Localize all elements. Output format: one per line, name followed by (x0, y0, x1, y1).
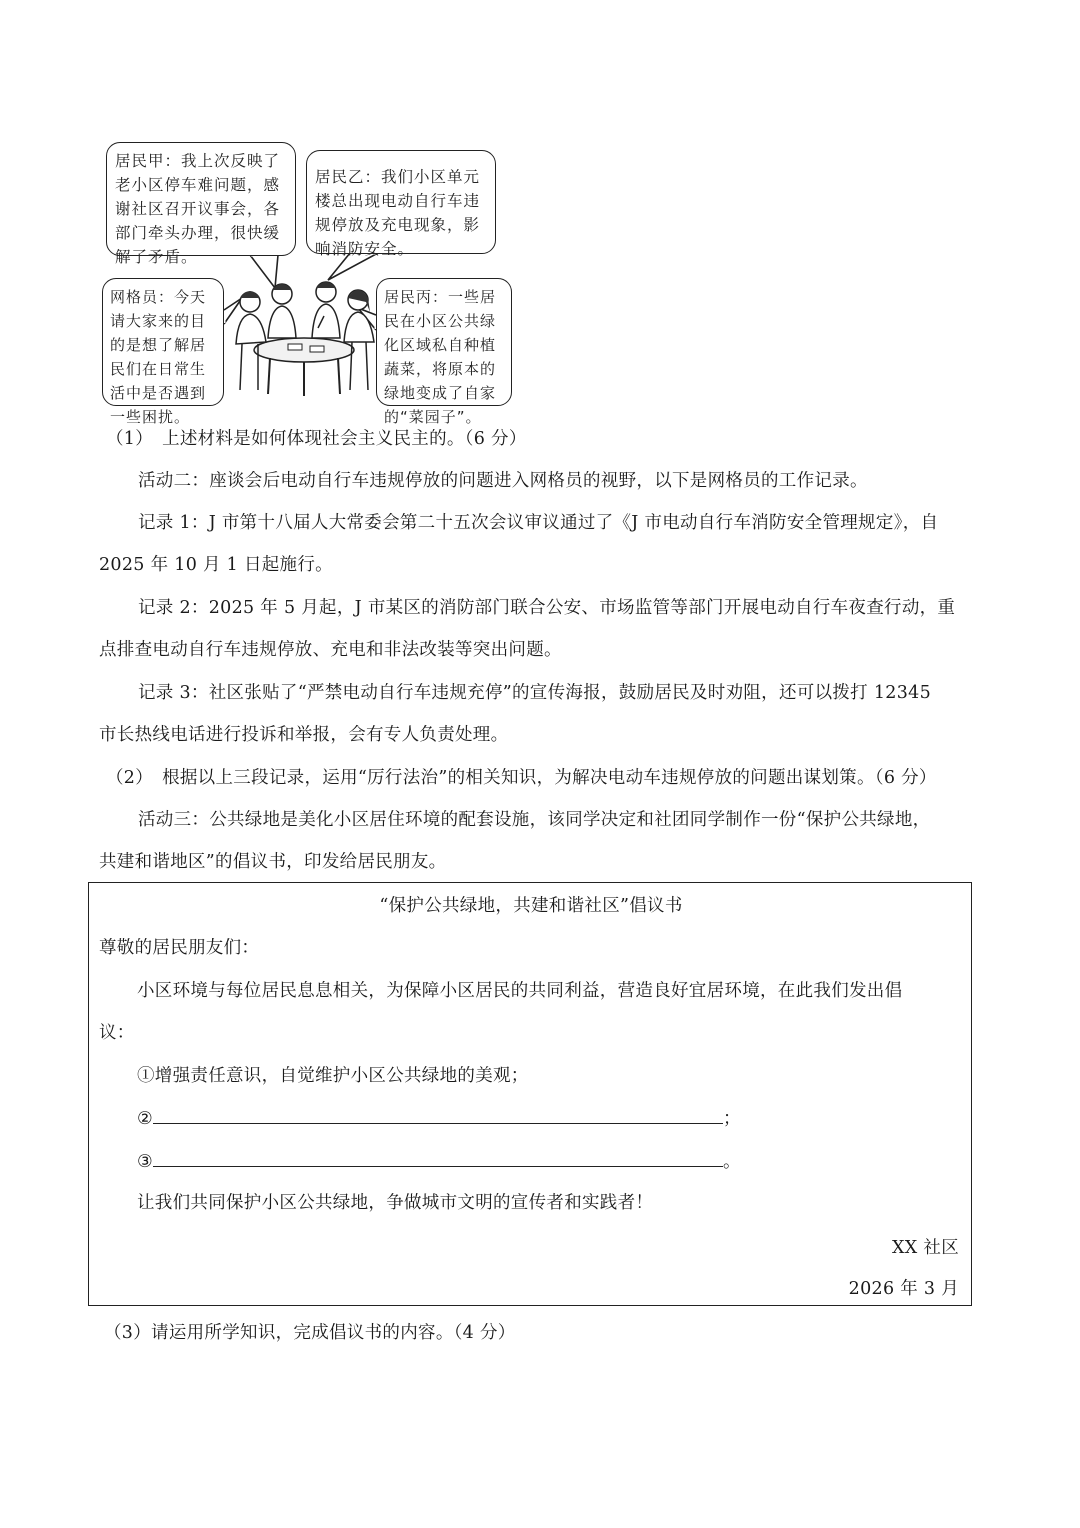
activity-2-intro: 活动二：座谈会后电动自行车违规停放的问题进入网格员的视野，以下是网格员的工作记录。 (138, 471, 868, 491)
proposal-intro-line-1: 小区环境与每位居民息息相关，为保障小区居民的共同利益，营造良好宜居环境，在此我们发出倡 (137, 981, 903, 1001)
question-1: （1） 上述材料是如何体现社会主义民主的。（6 分） (106, 429, 527, 449)
proposal-letter-box (88, 882, 972, 1306)
speech-bubble-resident-yi: 居民乙：我们小区单元楼总出现电动自行车违规停放及充电现象，影响消防安全。 (306, 150, 496, 254)
record-3-line-2: 市长热线电话进行投诉和举报，会有专人负责处理。 (99, 725, 509, 745)
item-3-blank-line[interactable] (153, 1148, 723, 1167)
question-2: （2） 根据以上三段记录，运用“厉行法治”的相关知识，为解决电动车违规停放的问题出谋划策。（6 分） (106, 768, 937, 788)
record-1-line-1: 记录 1：J 市第十八届人大常委会第二十五次会议审议通过了《J 市电动自行车消防安全管理规定》，自 (138, 513, 939, 533)
item-2-blank-line[interactable] (153, 1105, 723, 1124)
proposal-item-1: ①增强责任意识，自觉维护小区公共绿地的美观； (137, 1066, 529, 1086)
record-2-line-1: 记录 2：2025 年 5 月起，J 市某区的消防部门联合公安、市场监管等部门开展电动自行车夜查行动，重 (138, 598, 956, 618)
question-3: （3）请运用所学知识，完成倡议书的内容。（4 分） (104, 1323, 516, 1343)
item-2-end: ； (723, 1109, 741, 1129)
activity-3-line-1: 活动三：公共绿地是美化小区居住环境的配套设施，该同学决定和社团同学制作一份“保护公共绿地， (138, 810, 931, 830)
item-2-marker: ② (137, 1109, 153, 1129)
proposal-signature: XX 社区 (892, 1238, 959, 1258)
item-3-marker: ③ (137, 1152, 153, 1172)
record-1-line-2: 2025 年 10 月 1 日起施行。 (99, 555, 333, 575)
record-3-line-1: 记录 3：社区张贴了“严禁电动自行车违规充停”的宣传海报，鼓励居民及时劝阻，还可以拨打 12345 (138, 683, 932, 703)
speech-bubble-grid-worker: 网格员：今天请大家来的目的是想了解居民们在日常生活中是否遇到一些困扰。 (102, 278, 224, 406)
proposal-title: “保护公共绿地，共建和谐社区”倡议书 (379, 896, 683, 916)
proposal-intro-line-2: 议： (99, 1023, 135, 1043)
record-2-line-2: 点排查电动自行车违规停放、充电和非法改装等突出问题。 (99, 640, 562, 660)
proposal-closing: 让我们共同保护小区公共绿地，争做城市文明的宣传者和实践者！ (137, 1193, 654, 1213)
speech-bubble-resident-bing: 居民丙：一些居民在小区公共绿化区域私自种植蔬菜，将原本的绿地变成了自家的“菜园子”。 (376, 278, 512, 406)
proposal-date: 2026 年 3 月 (848, 1279, 959, 1299)
proposal-salutation: 尊敬的居民朋友们： (99, 938, 260, 958)
meeting-cartoon (100, 140, 520, 426)
item-3-end: 。 (723, 1152, 741, 1172)
activity-3-line-2: 共建和谐地区”的倡议书，印发给居民朋友。 (99, 852, 447, 872)
proposal-item-3 (137, 1148, 741, 1175)
proposal-item-2 (137, 1105, 741, 1132)
speech-bubble-resident-jia: 居民甲：我上次反映了老小区停车难问题，感谢社区召开议事会，各部门牵头办理，很快缓解了矛盾。 (106, 142, 296, 256)
people-at-table-illustration (228, 272, 378, 400)
